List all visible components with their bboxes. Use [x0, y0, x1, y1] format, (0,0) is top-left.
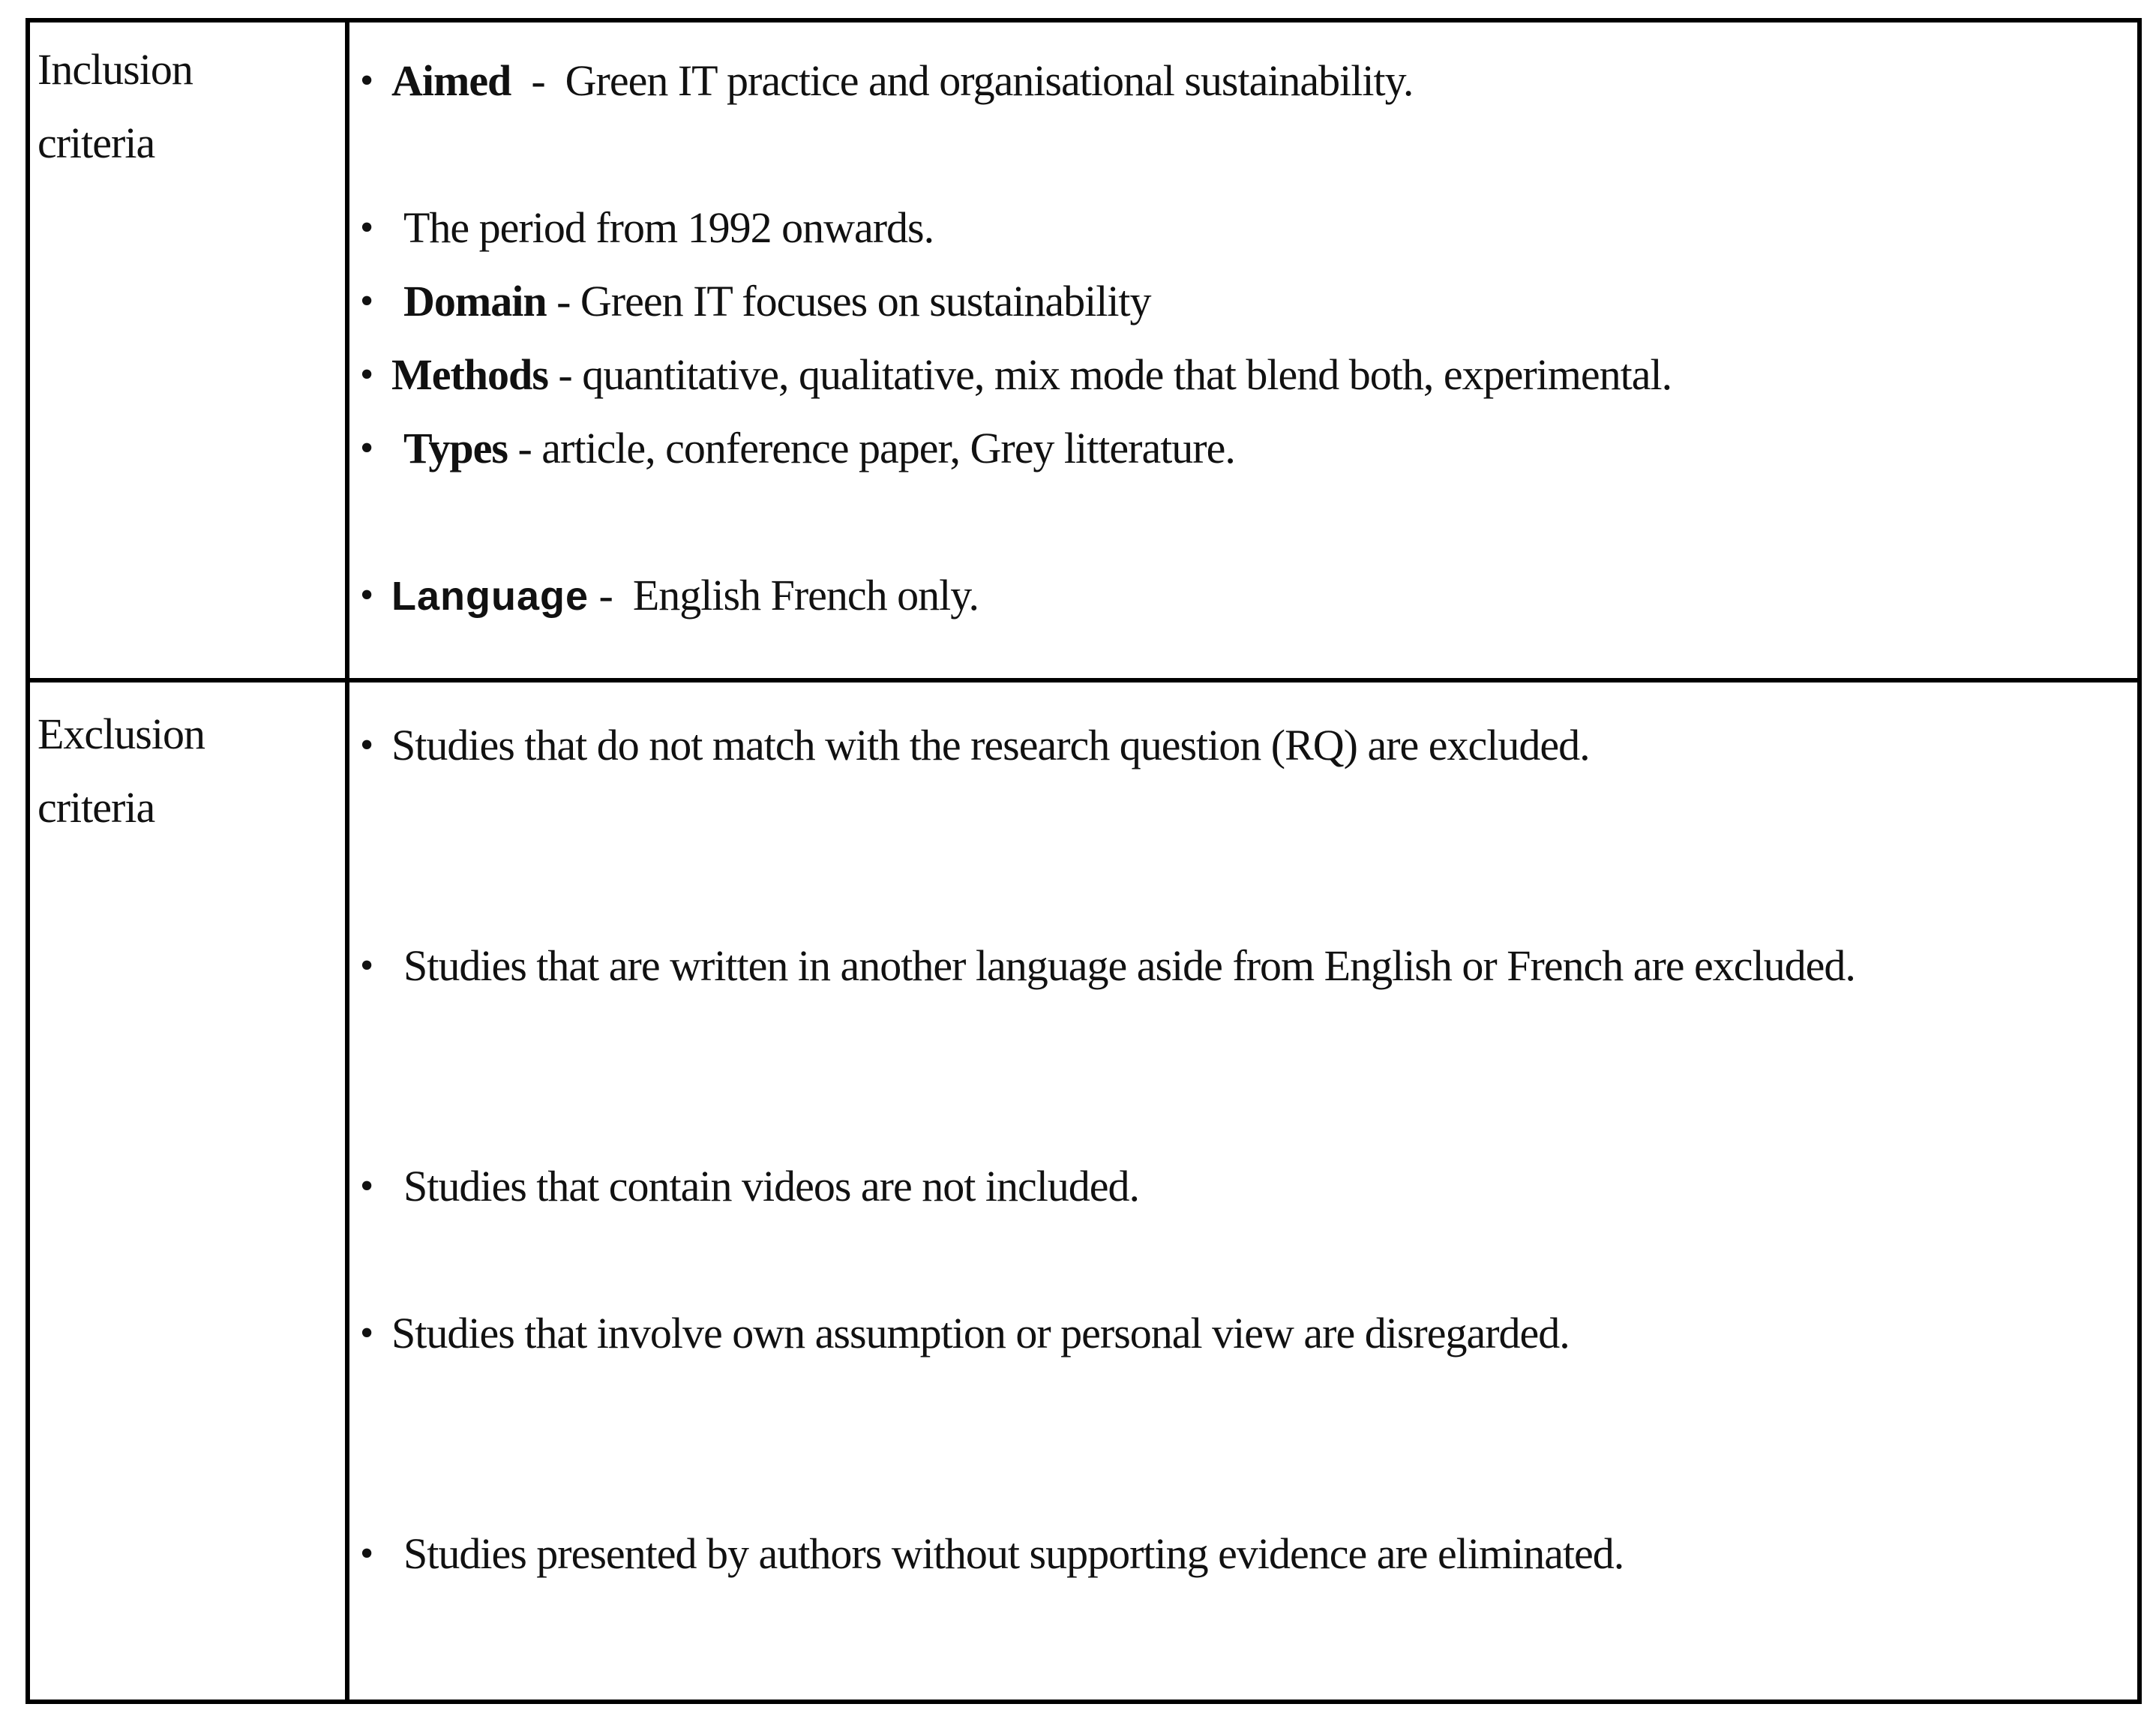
inclusion-item-methods: • Methods - quantitative, qualitative, mix mode that blend both, experimental. — [360, 345, 1672, 405]
exclusion-text: Studies presented by authors without supporting evidence are eliminated. — [403, 1529, 1624, 1578]
inclusion-text: Green IT focuses on sustainability — [580, 277, 1151, 326]
bullet-icon: • — [360, 427, 373, 470]
inclusion-item-domain: • Domain - Green IT focuses on sustainability — [360, 272, 1151, 332]
exclusion-text: Studies that are written in another language aside from English or French are excluded. — [403, 941, 1855, 990]
bullet-icon: • — [360, 280, 373, 322]
inclusion-keyword: Language — [391, 574, 589, 619]
bullet-icon: • — [360, 59, 373, 102]
inclusion-text: quantitative, qualitative, mix mode that blend both, experimental. — [582, 350, 1672, 399]
exclusion-item — [360, 1524, 1624, 1584]
column-divider — [345, 22, 349, 1700]
exclusion-item — [360, 1156, 1139, 1216]
inclusion-text: Green IT practice and organisational sustainability. — [565, 56, 1414, 105]
inclusion-keyword: Domain — [403, 277, 547, 326]
bullet-icon: • — [360, 1532, 373, 1575]
criteria-table — [25, 18, 2142, 1704]
inclusion-text: The period from 1992 onwards. — [403, 203, 934, 252]
bullet-icon: • — [360, 206, 373, 249]
bullet-icon: • — [360, 1312, 373, 1354]
inclusion-criteria-label: Inclusion criteria — [37, 45, 193, 167]
exclusion-text: Studies that do not match with the research question (RQ) are excluded. — [391, 721, 1590, 770]
exclusion-text: Studies that involve own assumption or personal view are disregarded. — [391, 1309, 1570, 1358]
exclusion-text: Studies that contain videos are not included. — [403, 1162, 1140, 1210]
exclusion-criteria-label: Exclusion criteria — [37, 710, 205, 832]
bullet-icon: • — [360, 724, 373, 766]
exclusion-item — [360, 1304, 1570, 1364]
inclusion-item-language: • Language - English French only. — [360, 566, 979, 626]
bullet-icon: • — [360, 944, 373, 987]
inclusion-keyword: Aimed — [391, 56, 511, 105]
inclusion-text: English French only. — [632, 571, 979, 620]
inclusion-keyword: Types — [403, 424, 508, 472]
inclusion-text: article, conference paper, Grey litterature. — [541, 424, 1235, 472]
exclusion-item — [360, 936, 1855, 996]
exclusion-item — [360, 716, 1590, 776]
row-divider — [30, 678, 2137, 682]
inclusion-item-aimed: • Aimed - Green IT practice and organisational sustainability. — [360, 51, 1413, 111]
bullet-icon: • — [360, 353, 373, 396]
inclusion-keyword: Methods — [391, 350, 548, 399]
inclusion-item-types: • Types - article, conference paper, Grey litterature. — [360, 418, 1235, 478]
bullet-icon: • — [360, 574, 373, 616]
inclusion-item-period — [360, 198, 934, 258]
bullet-icon: • — [360, 1165, 373, 1208]
